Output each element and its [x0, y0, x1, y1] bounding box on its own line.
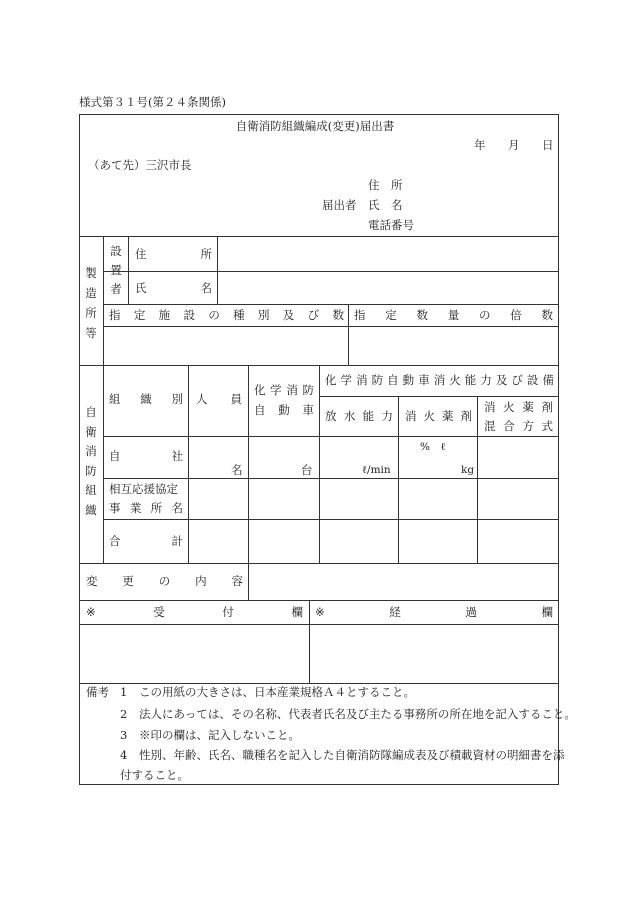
agent-unit-top: % ℓ: [420, 441, 446, 453]
discharge-unit: ℓ/min: [362, 464, 391, 476]
note-4-num: 4: [120, 748, 128, 762]
note-3-num: 3: [120, 728, 128, 742]
note-4-text: 性別、年齢、氏名、職種名を記入した自衛消防隊編成表及び積載資材の明細書を添: [139, 748, 565, 762]
col-mixing-header-1: 消 火 薬 剤: [484, 400, 553, 414]
col-staff-header: 人 員: [196, 392, 242, 406]
applicant-label: 届出者: [322, 198, 357, 212]
note-4-text-continued: 付すること。: [120, 768, 189, 782]
row-total-label: 合 計: [109, 534, 183, 548]
col-ability-header: 化 学 消 防 自 動 車 消 火 能 力 及 び 設 備: [325, 373, 554, 387]
note-1-text: この用紙の大きさは、日本産業規格Ａ４とすること。: [139, 685, 415, 699]
truck-unit: 台: [301, 463, 313, 477]
applicant-address-label: 住 所: [368, 178, 403, 192]
agent-unit-bottom: kg: [461, 464, 475, 476]
notes-label: 備考: [86, 685, 109, 699]
col-discharge-header: 放 水 能 力: [325, 409, 393, 423]
applicant-name-label: 氏 名: [368, 198, 403, 212]
note-3-text: ※印の欄は、記入しないこと。: [139, 728, 300, 742]
row-own-company-label: 自 社: [109, 449, 183, 463]
change-content-label: 変 更 の 内 容: [86, 574, 243, 588]
date-day: 日: [542, 138, 554, 152]
col-truck-header-2: 自 動 車: [254, 403, 314, 417]
designation-qty-label: 指 定 数 量 の 倍 数: [354, 308, 553, 322]
progress-label: ※ 経 過 欄: [315, 605, 553, 619]
organization-group-label: 自 衛 消 防 組 織: [85, 405, 97, 517]
row-mutual-aid-label-1: 相互応援協定: [109, 482, 178, 496]
installer-label: 設 置 者: [110, 244, 122, 296]
addressee: （あて先）三沢市長: [88, 158, 192, 172]
date-month: 月: [508, 138, 520, 152]
installer-name-label: 氏 名: [135, 281, 212, 295]
installer-address-label: 住 所: [135, 247, 212, 261]
form-number: 様式第３１号(第２４条関係): [79, 95, 226, 109]
form-title: 自衛消防組織編成(変更)届出書: [235, 119, 395, 133]
row-mutual-aid-label-2: 事 業 所 名: [109, 501, 183, 515]
date-year: 年: [474, 138, 486, 152]
applicant-phone-label: 電話番号: [368, 218, 414, 232]
col-truck-header-1: 化 学 消 防: [254, 383, 314, 397]
col-type-header: 組 織 別: [109, 392, 183, 406]
col-mixing-header-2: 混 合 方 式: [484, 419, 553, 433]
note-2-text: 法人にあっては、その名称、代表者氏名及び主たる事務所の所在地を記入すること。: [139, 707, 576, 721]
facility-group-label: 製 造 所 等: [85, 266, 97, 340]
reception-label: ※ 受 付 欄: [86, 605, 303, 619]
col-agent-header: 消 火 薬 剤: [405, 409, 472, 423]
designation-type-label: 指 定 施 設 の 種 別 及 び 数: [109, 308, 344, 322]
note-2-num: 2: [120, 707, 128, 721]
staff-unit: 名: [231, 463, 243, 477]
note-1-num: 1: [120, 685, 128, 699]
